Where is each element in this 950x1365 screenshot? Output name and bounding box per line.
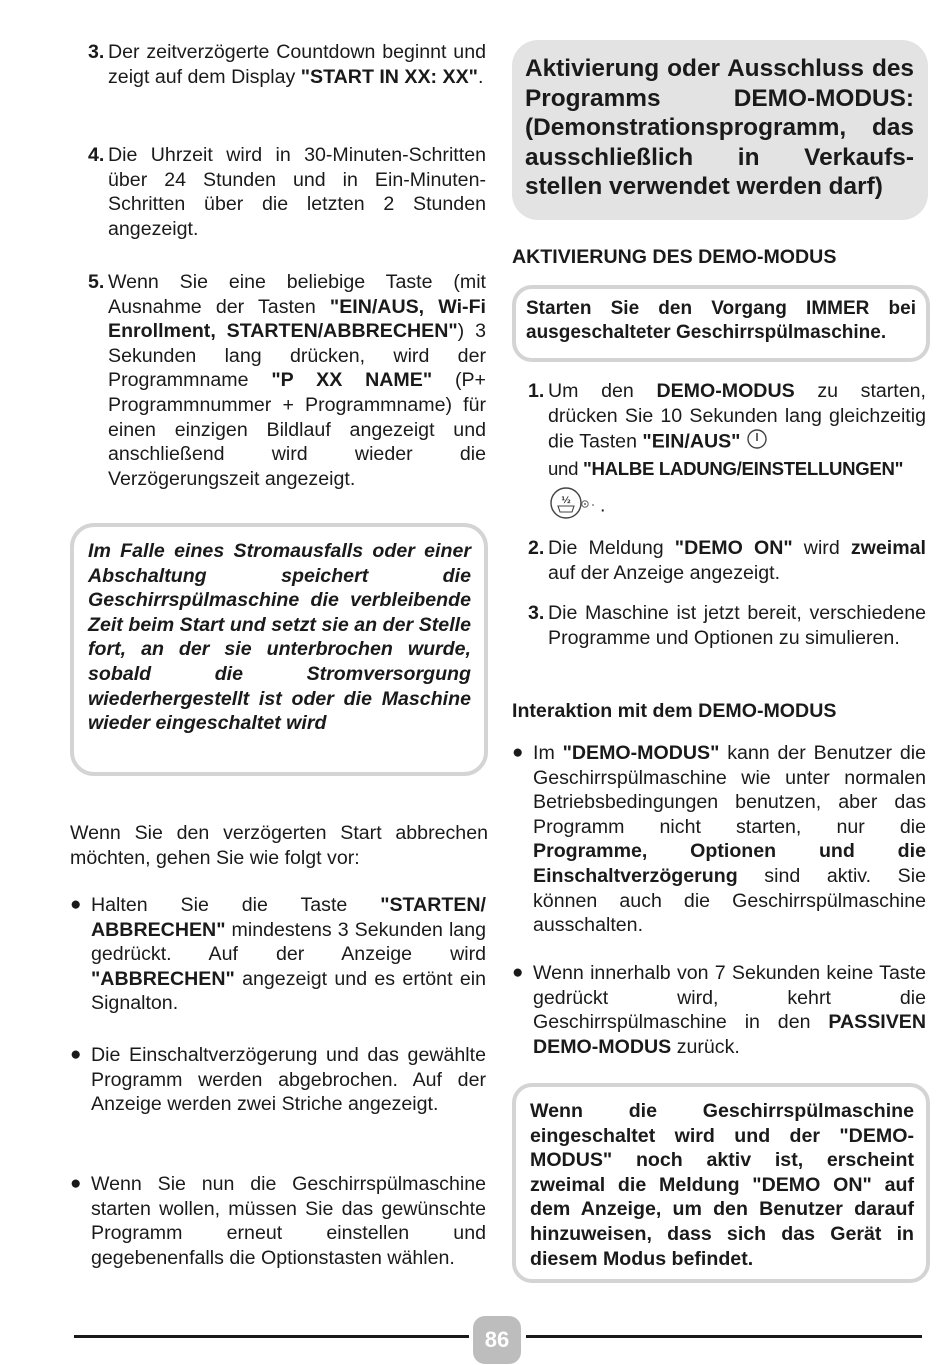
svg-text:½: ½ [561, 496, 571, 507]
step-number: 4. [88, 144, 105, 166]
note-text: Starten Sie den Vorgang IMMER bei ausgeschalteter Geschirrspülmaschine. [526, 298, 916, 343]
bullet-icon: ● [512, 962, 524, 983]
page-number: 86 [473, 1316, 521, 1364]
step-number: 1. [528, 380, 545, 402]
always-off-note [512, 285, 930, 362]
step-text: Die Meldung "DEMO ON" wird zweimal auf der Anzeige angezeigt. [548, 537, 926, 584]
step-number: 3. [528, 602, 545, 624]
step-text: Um den DEMO-MODUS zu starten, drücken Sie 10 Sekunden lang gleichzeitig die Tasten "EIN/AUS" [548, 379, 926, 457]
bullet-icon: ● [512, 742, 524, 763]
note-text: Im Falle eines Stromausfalls oder einer Abschaltung speichert die Geschirrspülmaschine die verbleibende Zeit beim Start und setzt sie an der Stelle fort, an der sie unterbrochen wurde, sobald die Stromversorgung wiederhergestellt ist oder die Maschine wieder eingeschaltet wird [88, 540, 471, 735]
demo-step-2 [528, 536, 926, 585]
step-number: 2. [528, 537, 545, 559]
note-text: Wenn die Geschirrspülmaschine eingeschaltet wird und der "DEMO-MODUS" noch aktiv ist, erscheint zweimal die Meldung "DEMO ON" auf dem Anzeige, um den Benutzer darauf hinzuweisen, dass sich das Gerät in diesem Modus befindet. [530, 1100, 914, 1270]
step-text: Der zeitverzögerte Countdown beginnt und zeigt auf dem Display "START IN XX: XX". [108, 41, 486, 88]
list-item: ● Wenn Sie nun die Geschirrspülmaschine starten wollen, müssen Sie das gewünschte Programm erneut einstellen und gegebenenfalls die Optionstasten wählen. [70, 1173, 486, 1269]
step-text: Die Uhrzeit wird in 30-Minuten-Schritten über 24 Stunden und in Ein-Minuten-Schritten über die letzten 2 Stunden angezeigt. [108, 144, 486, 240]
demo-interaction-heading: Interaktion mit dem DEMO-MODUS [512, 700, 837, 722]
section-title: Aktivierung oder Ausschluss des Programms DEMO-MODUS: (Demonstrationsprogramm, das ausschließlich in Verkaufs-stellen verwendet werden darf) [525, 55, 914, 201]
demo-step-3 [528, 601, 926, 650]
bullet-icon: ● [70, 1044, 82, 1065]
list-item: ● Halten Sie die Taste "STARTEN/ ABBRECHEN" mindestens 3 Sekunden lang gedrückt. Auf der Anzeige wird "ABBRECHEN" angezeigt und es ertönt ein Signalton. [70, 894, 486, 1015]
demo-step-1: 1. Um den DEMO-MODUS zu starten, drücken Sie 10 Sekunden lang gleichzeitig die Tasten "EIN/AUS" und "HALBE LADUNG/EINSTELLUNGEN" ½ . [528, 379, 926, 530]
step-5 [88, 270, 486, 491]
bullet-icon: ● [70, 1173, 82, 1194]
footer-rule-left [74, 1335, 469, 1338]
step-number: 3. [88, 41, 105, 63]
demo-active-note [512, 1083, 930, 1283]
step-3 [88, 40, 486, 89]
demo-mode-title-box [512, 40, 928, 220]
step-text: Wenn Sie eine beliebige Taste (mit Ausnahme der Tasten "EIN/AUS, Wi-Fi Enrollment, STARTEN/ABBRECHEN") 3 Sekunden lang drücken, wird der Programmname "P XX NAME" (P+ Programmnummer + Programmname) für einen einzigen Bildlauf angezeigt und anschließend wird wieder die Verzögerungszeit angezeigt. [108, 271, 486, 490]
list-item: ● Im "DEMO-MODUS" kann der Benutzer die Geschirrspülmaschine wie unter normalen Betriebsbedingungen benutzen, aber das Programm nicht starten, nur die Programme, Optionen und die Einschaltverzögerung sind aktiv. Sie können auch die Geschirrspülmaschine ausschalten. [512, 742, 926, 937]
half-load-settings-icon [548, 483, 600, 530]
list-item: ● Wenn innerhalb von 7 Sekunden keine Taste gedrückt wird, kehrt die Geschirrspülmaschine in den PASSIVEN DEMO-MODUS zurück. [512, 962, 926, 1058]
step-text: Die Maschine ist jetzt bereit, verschiedene Programme und Optionen zu simulieren. [548, 602, 926, 649]
power-failure-note [70, 523, 488, 776]
demo-activation-heading: AKTIVIERUNG DES DEMO-MODUS [512, 246, 837, 268]
step-4 [88, 143, 486, 241]
power-icon [746, 428, 768, 457]
cancel-intro: Wenn Sie den verzögerten Start abbrechen möchten, gehen Sie wie folgt vor: [70, 822, 488, 869]
bullet-icon: ● [70, 894, 82, 915]
footer-rule-right [526, 1335, 922, 1338]
step-number: 5. [88, 271, 105, 293]
list-item: ● Die Einschaltverzögerung und das gewählte Programm werden abgebrochen. Auf der Anzeige werden zwei Striche angezeigt. [70, 1044, 486, 1116]
